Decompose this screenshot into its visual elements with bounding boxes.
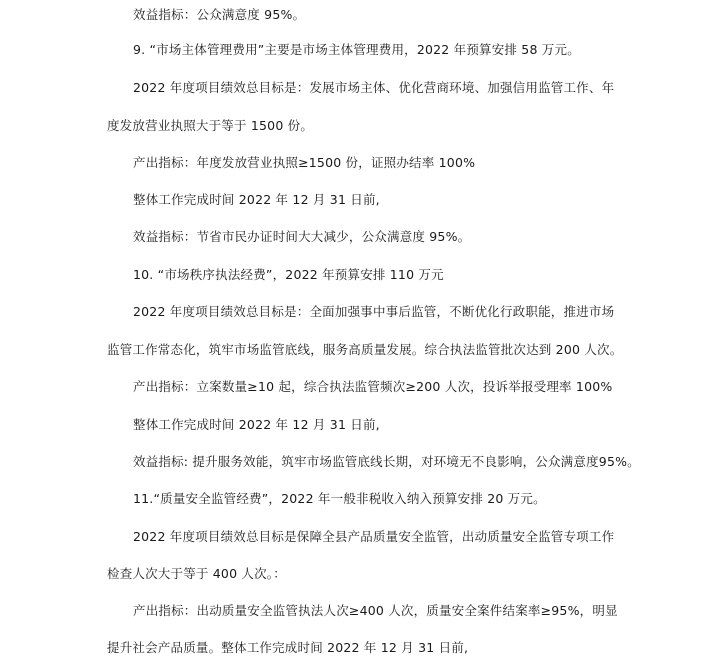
paragraph-line: 产出指标：立案数量≥10 起，综合执法监管频次≥200 人次，投诉举报受理率 100% [133, 379, 613, 394]
paragraph-line: 产出指标：出动质量安全监管执法人次≥400 人次，质量安全案件结案率≥95%，明显 [133, 603, 618, 618]
paragraph-line: 效益指标：节省市民办证时间大大减少，公众满意度 95%。 [133, 229, 471, 244]
paragraph-line: 度发放营业执照大于等于 1500 份。 [107, 118, 314, 133]
paragraph-line: 检查人次大于等于 400 人次。： [107, 566, 286, 581]
paragraph-line: 2022 年度项目绩效总目标是：全面加强事中事后监管，不断优化行政职能，推进市场 [133, 304, 615, 319]
paragraph-line: 整体工作完成时间 2022 年 12 月 31 日前, [133, 192, 380, 207]
paragraph-line: 整体工作完成时间 2022 年 12 月 31 日前, [133, 417, 380, 432]
paragraph-line: 效益指标: 提升服务效能，筑牢市场监管底线长期，对环境无不良影响，公众满意度95%。 [133, 454, 640, 469]
paragraph-line: 2022 年度项目绩效总目标是：发展市场主体、优化营商环境、加强信用监管工作、年 [133, 80, 615, 95]
paragraph-line: 9. “市场主体管理费用”主要是市场主体管理费用，2022 年预算安排 58 万元。 [133, 42, 580, 57]
paragraph-line: 产出指标：年度发放营业执照≥1500 份，证照办结率 100% [133, 155, 476, 170]
paragraph-line: 提升社会产品质量。整体工作完成时间 2022 年 12 月 31 日前, [107, 640, 469, 655]
paragraph-line: 监管工作常态化，筑牢市场监管底线，服务高质量发展。综合执法监管批次达到 200 人次。 [107, 342, 623, 357]
paragraph-line: 11.“质量安全监管经费”，2022 年一般非税收入纳入预算安排 20 万元。 [133, 491, 546, 506]
paragraph-line: 2022 年度项目绩效总目标是保障全县产品质量安全监管，出动质量安全监管专项工作 [133, 529, 615, 544]
paragraph-line: 效益指标：公众满意度 95%。 [133, 7, 306, 22]
paragraph-line: 10. “市场秩序执法经费”，2022 年预算安排 110 万元 [133, 267, 444, 282]
